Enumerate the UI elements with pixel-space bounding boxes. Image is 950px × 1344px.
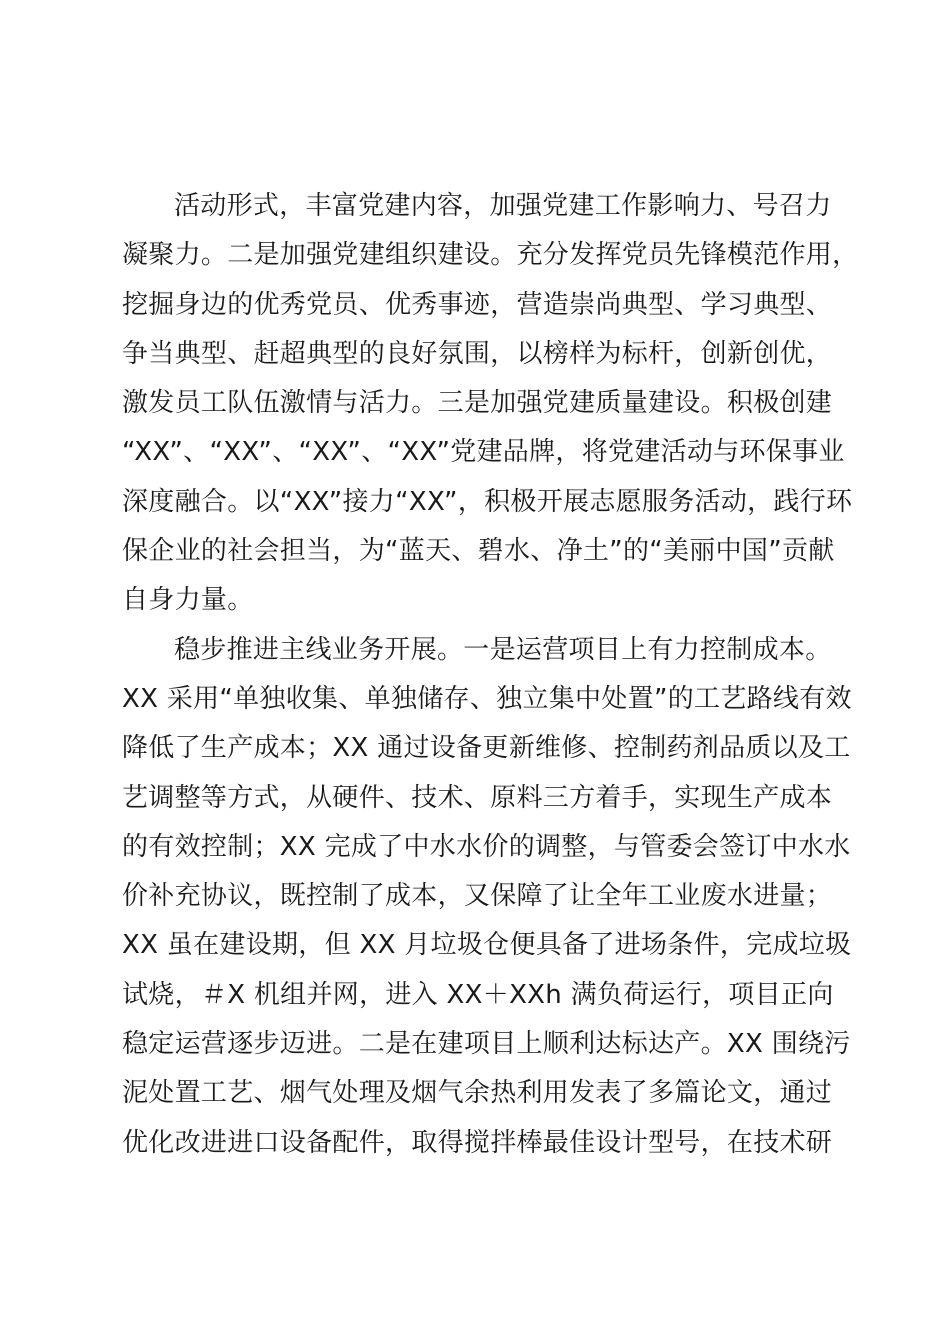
text-line: 降低了生产成本；XX 通过设备更新维修、控制药剂品质以及工 [122, 733, 851, 764]
text-line: 争当典型、赶超典型的良好氛围，以榜样为标杆，创新创优， [122, 338, 833, 369]
text-line: 稳定运营逐步迈进。二是在建项目上顺利达标达产。XX 围绕污 [122, 1029, 851, 1060]
text-line: 的有效控制；XX 完成了中水水价的调整，与管委会签订中水水 [122, 831, 851, 862]
paragraph-main-business [122, 626, 852, 1168]
text-line: 活动形式，丰富党建内容，加强党建工作影响力、号召力 [174, 191, 832, 221]
text-line: XX 虽在建设期，但 XX 月垃圾仓便具备了进场条件，完成垃圾 [122, 930, 852, 961]
text-line: 保企业的社会担当，为“蓝天、碧水、净土”的“美丽中国”贡献 [122, 536, 835, 567]
text-line: 泥处置工艺、烟气处理及烟气余热利用发表了多篇论文，通过 [122, 1078, 833, 1109]
text-line: XX 采用“单独收集、单独储存、独立集中处置”的工艺路线有效 [122, 683, 852, 714]
text-line: 自身力量。 [122, 585, 254, 616]
paragraph-party-building [122, 182, 859, 626]
text-line: 试烧，＃X 机组并网，进入 XX＋XXh 满负荷运行，项目正向 [122, 979, 834, 1010]
text-line: 稳步推进主线业务开展。一是运营项目上有力控制成本。 [174, 634, 832, 665]
text-line: 优化改进进口设备配件，取得搅拌棒最佳设计型号，在技术研 [122, 1127, 833, 1158]
text-line: 价补充协议，既控制了成本，又保障了让全年工业废水进量； [122, 881, 833, 912]
text-line: 深度融合。以“XX”接力“XX”，积极开展志愿服务活动，践行环 [122, 486, 853, 517]
text-line: 艺调整等方式，从硬件、技术、原料三方着手，实现生产成本 [122, 782, 833, 813]
text-line: “XX”、“XX”、“XX”、“XX”党建品牌，将党建活动与环保事业 [122, 437, 845, 468]
text-line: 挖掘身边的优秀党员、优秀事迹，营造崇尚典型、学习典型、 [122, 289, 833, 320]
text-line: 凝聚力。二是加强党建组织建设。充分发挥党员先锋模范作用， [122, 240, 859, 271]
text-line: 激发员工队伍激情与活力。三是加强党建质量建设。积极创建 [122, 388, 833, 419]
document-body [122, 182, 859, 1168]
